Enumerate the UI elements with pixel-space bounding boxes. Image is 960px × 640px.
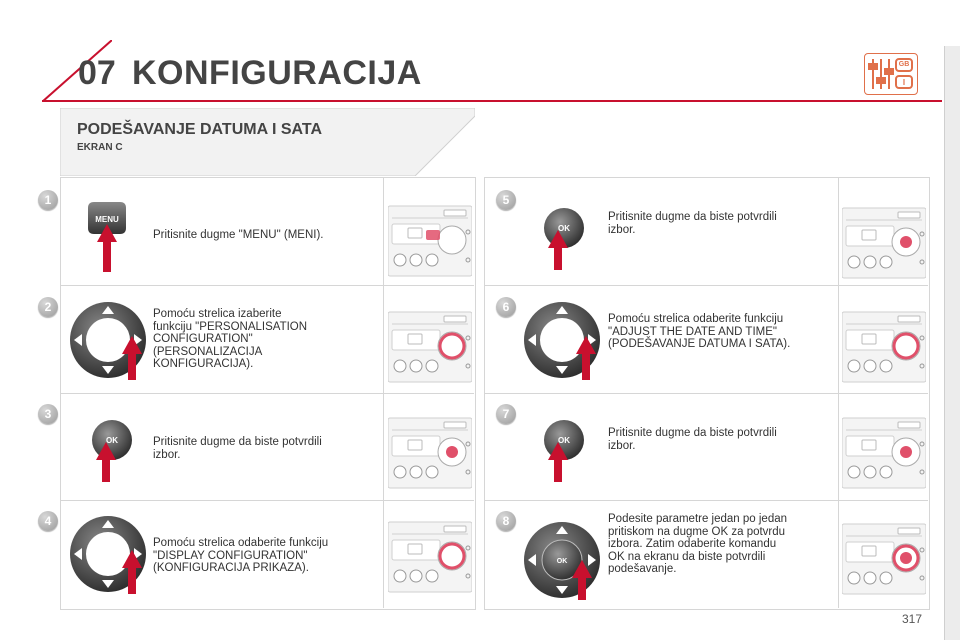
arrow-pad-icon <box>68 300 152 382</box>
radio-panel-thumbnail <box>388 306 472 388</box>
ok-button-highlight <box>900 552 912 564</box>
row-divider <box>60 285 474 286</box>
step-number-badge: 6 <box>496 297 516 317</box>
menu-label: MENU <box>95 215 119 224</box>
ok-button-highlight <box>446 446 458 458</box>
step-number-badge: 5 <box>496 190 516 210</box>
settings-language-icon <box>864 53 918 95</box>
equalizer-icon <box>865 54 917 94</box>
radio-panel-thumbnail <box>842 306 926 388</box>
radio-panel-thumbnail <box>842 202 926 284</box>
header-rule <box>42 100 942 102</box>
radio-panel-thumbnail <box>388 516 472 598</box>
ok-button-highlight <box>900 446 912 458</box>
step-instruction: Pomoću strelica izaberite funkciju "PERSONALISATION CONFIGURATION" (PERSONALIZACIJA KONFIGURACIJA). <box>153 308 308 370</box>
step-instruction: Pritisnite dugme da biste potvrdili izbor. <box>608 211 777 236</box>
page-gutter-line <box>944 46 945 640</box>
section-subtitle: EKRAN C <box>77 142 123 153</box>
ok-button-icon <box>538 418 590 484</box>
row-divider <box>60 393 474 394</box>
row-divider <box>484 393 928 394</box>
page-gutter <box>944 46 960 640</box>
step-instruction: Pritisnite dugme da biste potvrdili izbor. <box>608 427 777 452</box>
arrow-pad-icon <box>522 300 606 382</box>
step-number-badge: 1 <box>38 190 58 210</box>
step-number-badge: 7 <box>496 404 516 424</box>
chapter-number: 07 <box>78 54 116 92</box>
ok-button-highlight <box>900 236 912 248</box>
radio-panel-thumbnail <box>842 518 926 600</box>
menu-button-icon <box>84 198 130 274</box>
step-number-badge: 4 <box>38 511 58 531</box>
page-title: KONFIGURACIJA <box>132 54 422 92</box>
row-divider <box>484 285 928 286</box>
step-instruction: Pritisnite dugme "MENU" (MENI). <box>153 229 324 241</box>
language-i-label: I <box>902 78 906 87</box>
radio-panel-thumbnail <box>388 200 472 282</box>
step-instruction: Pomoću strelica odaberite funkciju "DISPLAY CONFIGURATION" (KONFIGURACIJA PRIKAZA). <box>153 537 329 574</box>
radio-panel-thumbnail <box>388 412 472 494</box>
page-number: 317 <box>902 612 923 626</box>
ok-label: OK <box>106 436 118 445</box>
step-number-badge: 3 <box>38 404 58 424</box>
arrow-pad-icon <box>68 514 152 596</box>
ok-button-icon <box>86 418 138 484</box>
step-instruction: Pomoću strelica odaberite funkciju "ADJUST THE DATE AND TIME" (PODEŠAVANJE DATUMA I SATA). <box>608 313 791 350</box>
step-number-badge: 8 <box>496 511 516 531</box>
row-divider <box>484 500 928 501</box>
ok-label: OK <box>556 558 568 565</box>
arrow-pad-ok-icon <box>522 520 606 602</box>
step-number-badge: 2 <box>38 297 58 317</box>
menu-button-highlight <box>426 230 440 240</box>
section-title: PODEŠAVANJE DATUMA I SATA <box>77 121 323 138</box>
radio-panel-thumbnail <box>842 412 926 494</box>
row-divider <box>60 500 474 501</box>
step-instruction: Pritisnite dugme da biste potvrdili izbor. <box>153 436 322 461</box>
step-instruction: Podesite parametre jedan po jedan pritiskom na dugme OK za potvrdu izbora. Zatim odaberite komandu OK na ekranu da biste potvrdili podešavanje. <box>608 513 788 575</box>
ok-label: OK <box>558 224 570 233</box>
ok-button-icon <box>538 206 590 272</box>
ok-label: OK <box>558 436 570 445</box>
language-gb-label: GB <box>898 61 910 68</box>
